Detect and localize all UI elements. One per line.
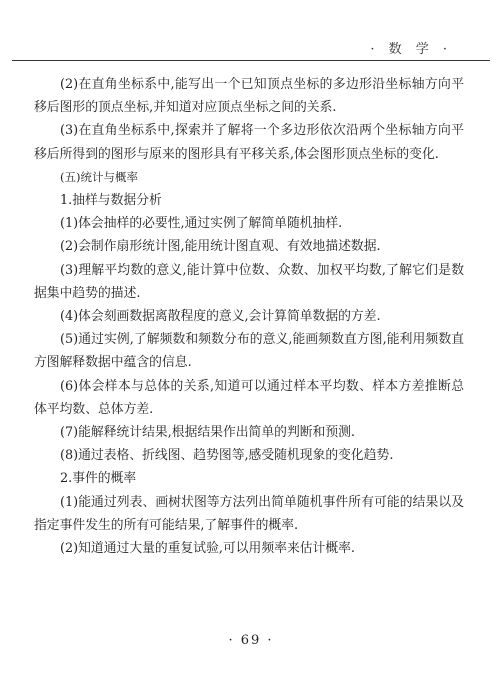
running-header-subject: · 数 学 · <box>370 42 452 57</box>
section-heading-statistics-probability: (五)统计与概率 <box>60 169 138 184</box>
paragraph-probability-1: (1)能通过列表、画树状图等方法列出简单随机事件所有可能的结果以及指定事件发生的所有可能结果,了解事件的概率. <box>34 494 464 533</box>
paragraph-sampling-4: (4)体会刻画数据离散程度的意义,会计算简单数据的方差. <box>60 309 381 325</box>
header-rule <box>12 60 490 61</box>
paragraph-sampling-3: (3)理解平均数的意义,能计算中位数、众数、加权平均数,了解它们是数据集中趋势的描述. <box>34 262 464 301</box>
subsection-heading-probability: 2.事件的概率 <box>60 471 137 487</box>
paragraph-coordinate-translation-2: (2)在直角坐标系中,能写出一个已知顶点坐标的多边形沿坐标轴方向平移后图形的顶点坐标,并知道对应顶点坐标之间的关系. <box>34 77 464 116</box>
page-number: · 69 · <box>228 633 274 648</box>
paragraph-sampling-8: (8)通过表格、折线图、趋势图等,感受随机现象的变化趋势. <box>60 448 394 464</box>
paragraph-coordinate-translation-3: (3)在直角坐标系中,探索并了解将一个多边形依次沿两个坐标轴方向平移后所得到的图形与原来的图形具有平移关系,体会图形顶点坐标的变化. <box>34 123 464 162</box>
paragraph-sampling-1: (1)体会抽样的必要性,通过实例了解简单随机抽样. <box>60 216 343 232</box>
page-body <box>34 73 464 560</box>
paragraph-sampling-5: (5)通过实例,了解频数和频数分布的意义,能画频数直方图,能利用频数直方图解释数据中蕴含的信息. <box>34 332 464 371</box>
paragraph-sampling-2: (2)会制作扇形统计图,能用统计图直观、有效地描述数据. <box>60 239 381 255</box>
paragraph-probability-2: (2)知道通过大量的重复试验,可以用频率来估计概率. <box>60 541 355 557</box>
paragraph-sampling-6: (6)体会样本与总体的关系,知道可以通过样本平均数、样本方差推断总体平均数、总体方差. <box>34 378 464 417</box>
subsection-heading-sampling: 1.抽样与数据分析 <box>60 193 162 209</box>
paragraph-sampling-7: (7)能解释统计结果,根据结果作出简单的判断和预测. <box>60 425 355 441</box>
